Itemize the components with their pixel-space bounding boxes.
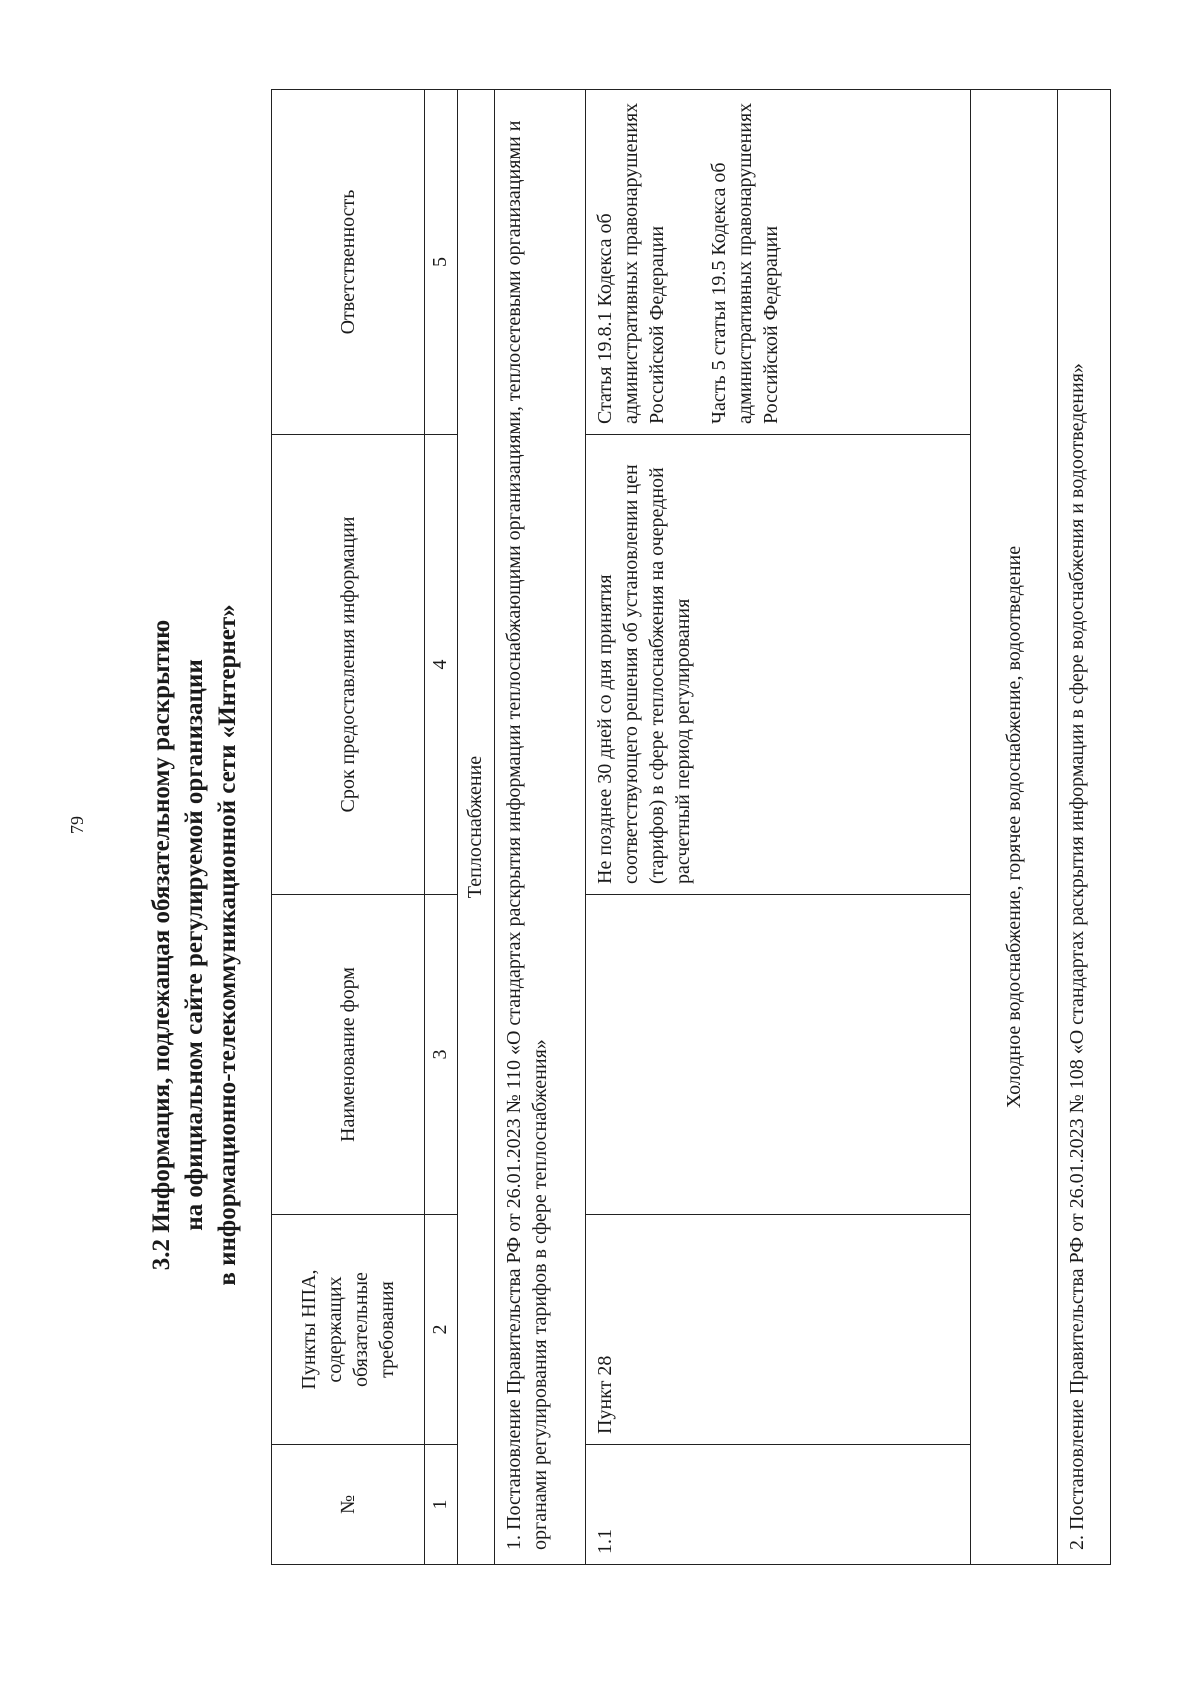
section-water-supply: Холодное водоснабжение, горячее водоснабжение, водоотведение [971, 90, 1058, 1565]
row-form-name [586, 895, 971, 1215]
page-number: 79 [67, 816, 87, 834]
row-clause: Пункт 28 [586, 1215, 971, 1445]
row-liability [586, 90, 971, 435]
section-row-water [971, 90, 1058, 1565]
column-number: 4 [425, 435, 458, 895]
header-liability: Ответственность [272, 90, 425, 435]
header-form-name: Наименование форм [272, 895, 425, 1215]
disclosure-table [271, 89, 1111, 1565]
act-row-2 [1058, 90, 1111, 1565]
column-number: 3 [425, 895, 458, 1215]
title-line-3: в информационно-телекоммуникационной сети «Интернет» [214, 604, 241, 1286]
rotated-page [145, 90, 1088, 1565]
row-deadline: Не позднее 30 дней со дня принятия соответствующего решения об установлении цен (тарифов) в сфере теплоснабжения на очередной расчетный период регулирования [586, 435, 971, 895]
title-line-2: на официальном сайте регулируемой организации [181, 659, 208, 1231]
table-header-row [272, 90, 425, 1565]
column-number-row [425, 90, 458, 1565]
table-row [586, 90, 971, 1565]
liability-article-2: Часть 5 статьи 19.5 Кодекса об административных правонарушениях Российской Федерации [708, 102, 782, 424]
header-number: № [272, 1445, 425, 1565]
document-title [145, 325, 265, 1565]
act-2-title: 2. Постановление Правительства РФ от 26.01.2023 № 108 «О стандартах раскрытия информации в сфере водоснабжения и водоотведения» [1058, 90, 1111, 1565]
section-row-heat [458, 90, 495, 1565]
section-heat-supply: Теплоснабжение [458, 90, 495, 1565]
column-number: 5 [425, 90, 458, 435]
title-line-1: 3.2 Информация, подлежащая обязательному раскрытию [148, 619, 175, 1271]
act-row-1 [495, 90, 586, 1565]
column-number: 1 [425, 1445, 458, 1565]
liability-article-1: Статья 19.8.1 Кодекса об административных правонарушениях Российской Федерации [594, 102, 668, 424]
column-number: 2 [425, 1215, 458, 1445]
row-number: 1.1 [586, 1445, 971, 1565]
header-deadline: Срок предоставления информации [272, 435, 425, 895]
act-1-title: 1. Постановление Правительства РФ от 26.01.2023 № 110 «О стандартах раскрытия информации теплоснабжающими организациями, теплосетевыми организациями и органами регулирования тарифов в сфере теплоснабжения» [495, 90, 586, 1565]
header-clauses: Пункты НПА, содержащих обязательные требования [272, 1215, 425, 1445]
